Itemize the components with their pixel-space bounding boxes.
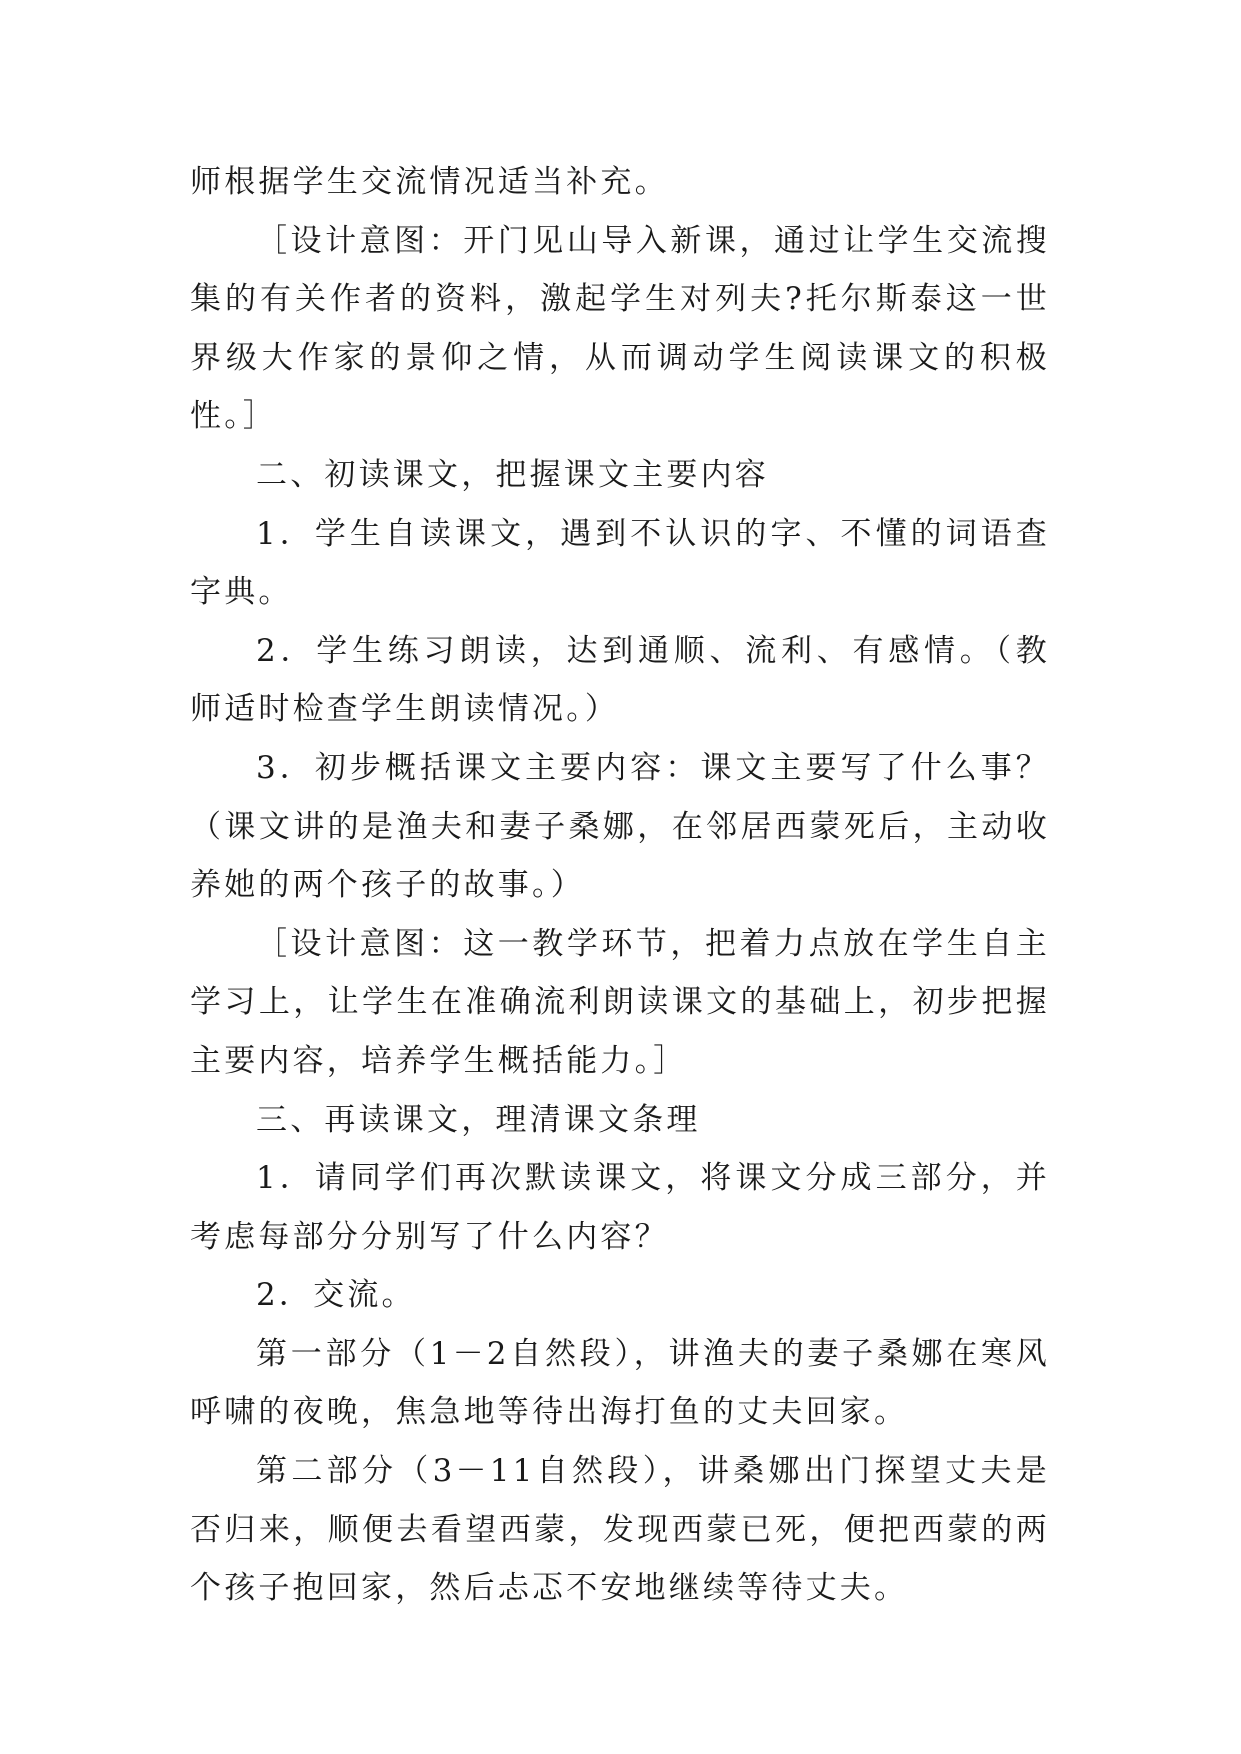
list-item: 1．请同学们再次默读课文，将课文分成三部分，并考虑每部分分别写了什么内容？ [190,1160,1050,1255]
design-intent-note: ［设计意图：开门见山导入新课，通过让学生交流搜集的有关作者的资料，激起学生对列夫?托尔斯泰这一世界级大作家的景仰之情，从而调动学生阅读课文的积极性。］ [190,222,1050,435]
section-heading: 三、再读课文，理清课文条理 [256,1101,701,1138]
design-intent-note: ［设计意图：这一教学环节，把着力点放在学生自主学习上，让学生在准确流利朗读课文的基础上，初步把握主要内容，培养学生概括能力。］ [190,925,1050,1079]
section-heading: 二、初读课文，把握课文主要内容 [256,456,769,493]
paragraph: 第二部分（3－11自然段），讲桑娜出门探望丈夫是否归来，顺便去看望西蒙，发现西蒙已死，便把西蒙的两个孩子抱回家，然后忐忑不安地继续等待丈夫。 [190,1453,1050,1607]
list-item: 2．交流。 [256,1277,416,1314]
list-item: 2．学生练习朗读，达到通顺、流利、有感情。（教师适时检查学生朗读情况。） [190,632,1050,728]
list-item: 1．学生自读课文，遇到不认识的字、不懂的词语查字典。 [190,515,1050,611]
paragraph: 第一部分（1－2自然段），讲渔夫的妻子桑娜在寒风呼啸的夜晚，焦急地等待出海打鱼的丈夫回家。 [190,1335,1050,1431]
document-body [190,153,1050,1618]
paragraph: 师根据学生交流情况适当补充。 [190,164,669,200]
list-item: 3．初步概括课文主要内容：课文主要写了什么事？（课文讲的是渔夫和妻子桑娜，在邻居西蒙死后，主动收养她的两个孩子的故事。） [190,749,1050,904]
